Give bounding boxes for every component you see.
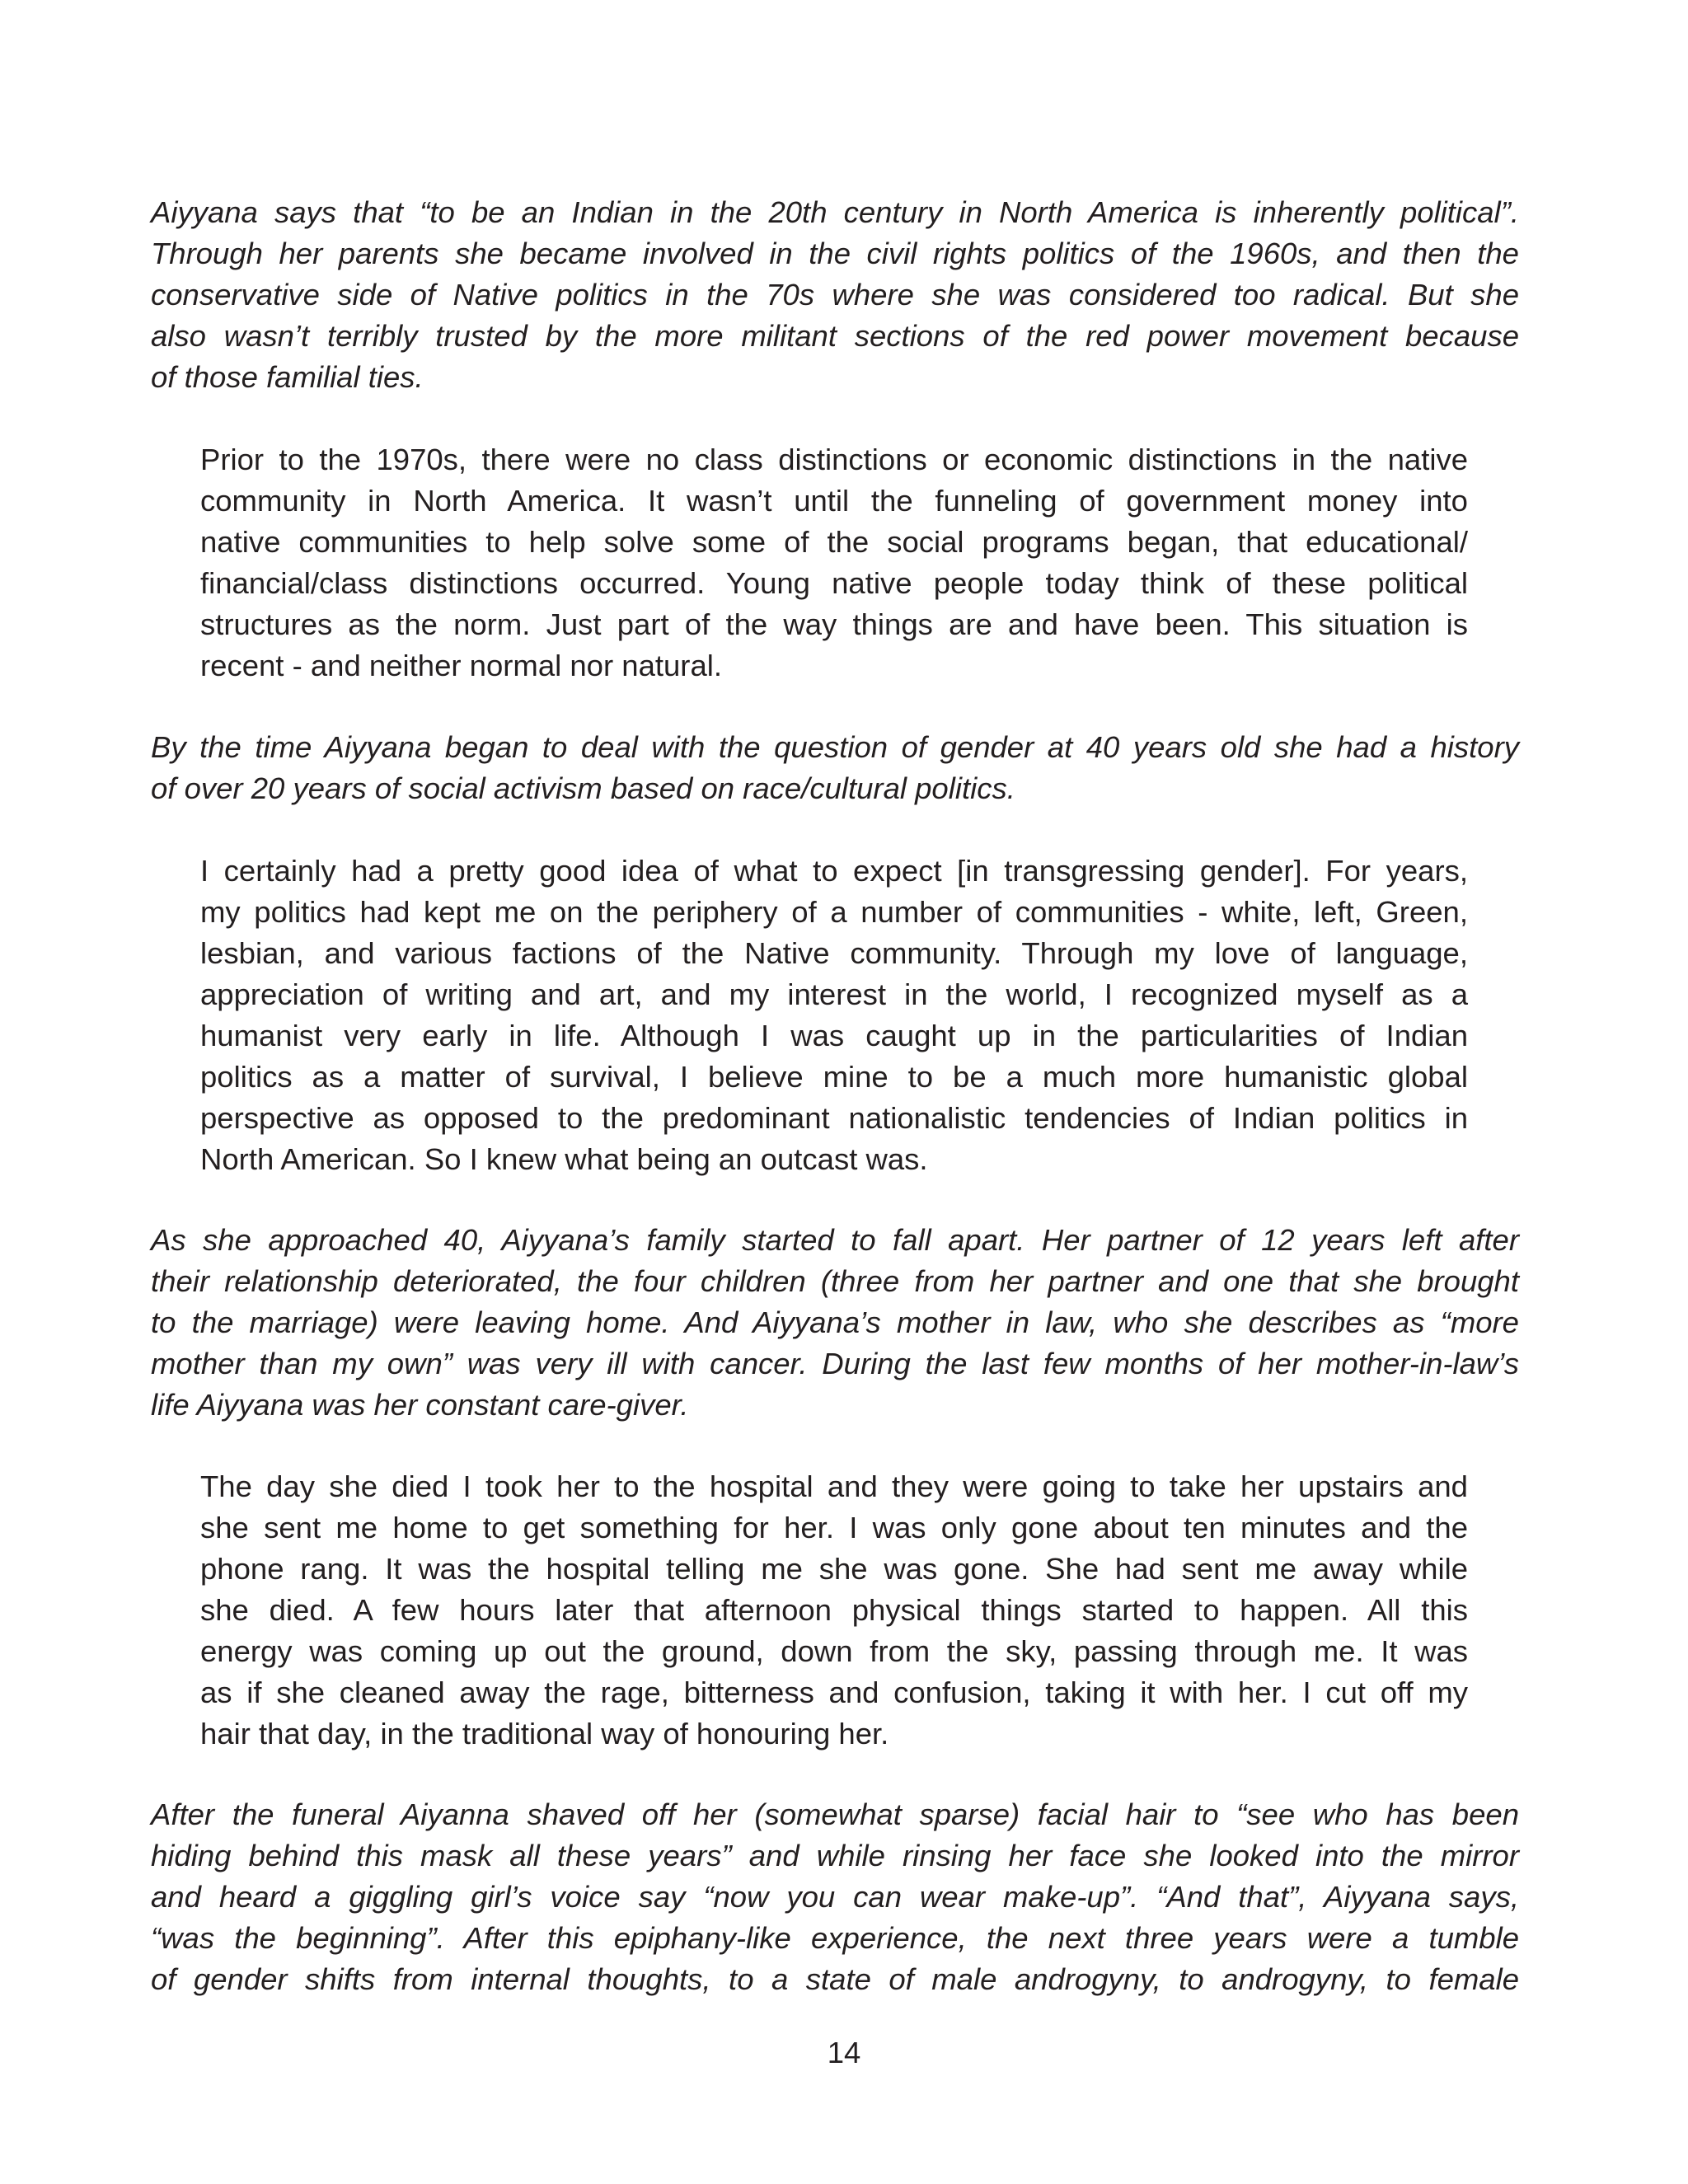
text-line: also wasn’t terribly trusted by the more militant sections of the red power movement because [151,319,1519,353]
text-line: I certainly had a pretty good idea of what to expect [in transgressing gender]. For years, [200,854,1468,888]
quote-paragraph-1 [200,439,1468,687]
text-line: structures as the norm. Just part of the way things are and have been. This situation is [200,607,1468,641]
text-line: she died. A few hours later that afternoon physical things started to happen. All this [200,1593,1468,1627]
text-line: of those familial ties. [151,360,424,394]
text-line: native communities to help solve some of the social programs began, that educational/ [200,525,1468,559]
text-line: phone rang. It was the hospital telling me she was gone. She had sent me away while [200,1552,1468,1586]
text-line: she sent me home to get something for her. I was only gone about ten minutes and the [200,1511,1468,1544]
text-line: and heard a giggling girl’s voice say “now you can wear make-up”. “And that”, Aiyyana says, [151,1880,1519,1914]
text-line: By the time Aiyyana began to deal with the question of gender at 40 years old she had a history [151,730,1519,764]
text-line: As she approached 40, Aiyyana’s family started to fall apart. Her partner of 12 years left after [151,1223,1519,1257]
text-line: conservative side of Native politics in the 70s where she was considered too radical. But she [151,278,1519,312]
text-line: humanist very early in life. Although I was caught up in the particularities of Indian [200,1019,1468,1052]
text-line: North American. So I knew what being an outcast was. [200,1142,928,1176]
text-line: financial/class distinctions occurred. Young native people today think of these political [200,566,1468,600]
text-line: perspective as opposed to the predominant nationalistic tendencies of Indian politics in [200,1101,1468,1135]
text-line: Aiyyana says that “to be an Indian in the 20th century in North America is inherently political”. [151,195,1519,229]
text-line: mother than my own” was very ill with cancer. During the last few months of her mother-in-law’s [151,1347,1519,1380]
text-line: recent - and neither normal nor natural. [200,649,723,682]
text-line: The day she died I took her to the hospital and they were going to take her upstairs and [200,1469,1468,1503]
text-line: as if she cleaned away the rage, bitterness and confusion, taking it with her. I cut off my [200,1675,1468,1709]
quote-paragraph-2 [200,851,1468,1180]
text-line: hiding behind this mask all these years” and while rinsing her face she looked into the mirror [151,1839,1519,1872]
text-line: life Aiyyana was her constant care-giver. [151,1388,689,1422]
text-line: of over 20 years of social activism based on race/cultural politics. [151,771,1015,805]
text-line: Through her parents she became involved in the civil rights politics of the 1960s, and then the [151,237,1519,270]
text-line: lesbian, and various factions of the Native community. Through my love of language, [200,936,1468,970]
narrative-paragraph-4 [151,1794,1519,2000]
narrative-paragraph-3 [151,1220,1519,1426]
text-line: “was the beginning”. After this epiphany-like experience, the next three years were a tumble [151,1921,1519,1955]
text-line: hair that day, in the traditional way of honouring her. [200,1717,889,1750]
page-number: 14 [827,2036,861,2069]
narrative-paragraph-1 [151,192,1519,398]
text-line: After the funeral Aiyanna shaved off her (somewhat sparse) facial hair to “see who has been [151,1797,1519,1831]
text-line: my politics had kept me on the periphery of a number of communities - white, left, Green, [200,895,1468,929]
text-line: community in North America. It wasn’t until the funneling of government money into [200,484,1468,518]
text-line: energy was coming up out the ground, down from the sky, passing through me. It was [200,1634,1468,1668]
text-line: appreciation of writing and art, and my interest in the world, I recognized myself as a [200,977,1468,1011]
text-line: of gender shifts from internal thoughts, to a state of male androgyny, to androgyny, to female [151,1962,1519,1996]
text-line: Prior to the 1970s, there were no class distinctions or economic distinctions in the native [200,443,1468,476]
quote-paragraph-3 [200,1466,1468,1755]
text-line: politics as a matter of survival, I believe mine to be a much more humanistic global [200,1060,1468,1094]
text-line: to the marriage) were leaving home. And Aiyyana’s mother in law, who she describes as “more [151,1305,1519,1339]
narrative-paragraph-2 [151,727,1519,809]
text-line: their relationship deteriorated, the four children (three from her partner and one that she brought [151,1264,1519,1298]
